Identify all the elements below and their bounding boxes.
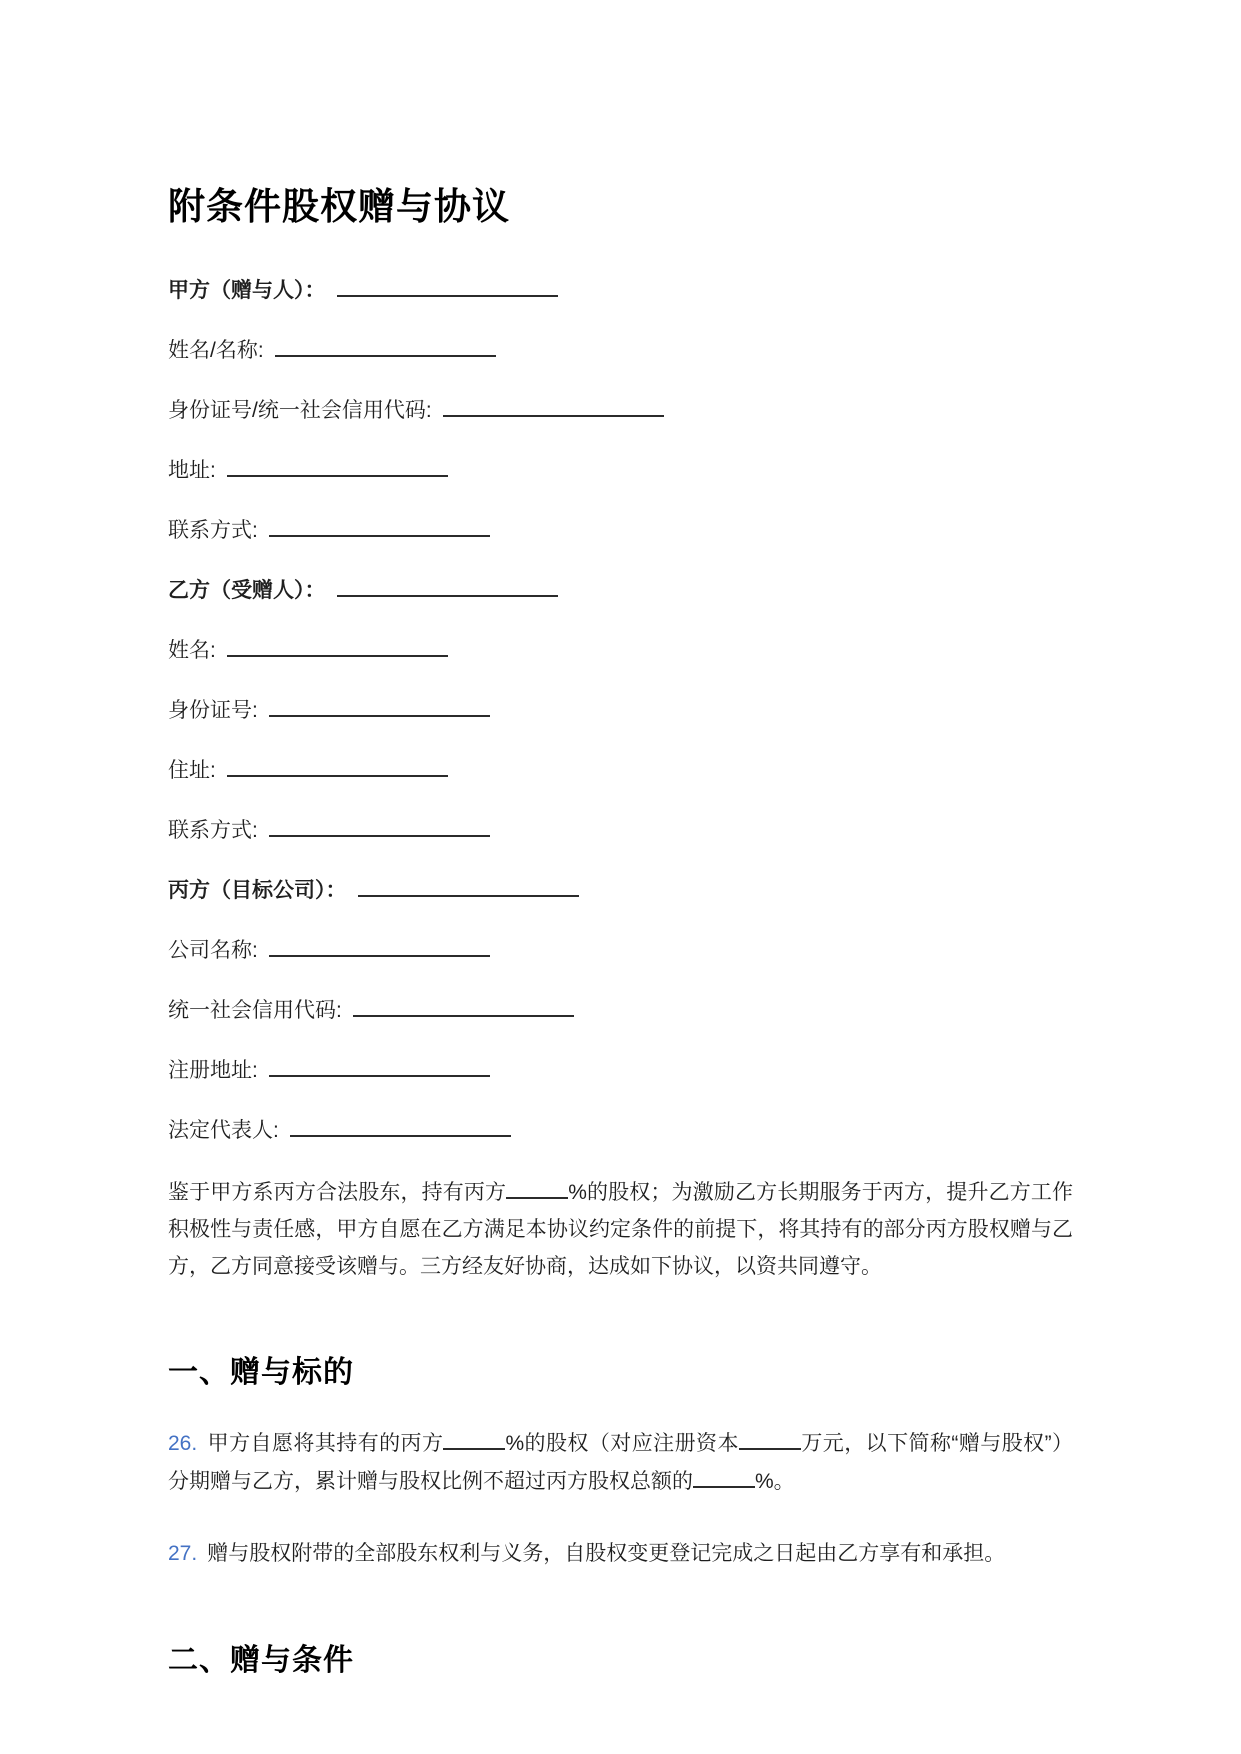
field-label: 法定代表人:	[168, 1119, 279, 1142]
field-label: 地址:	[168, 459, 216, 482]
field-label: 姓名/名称:	[168, 339, 264, 362]
field-row-party-c	[168, 874, 1073, 904]
field-label: 甲方（赠与人）：	[168, 279, 326, 302]
field-label: 住址:	[168, 759, 216, 782]
clause-number: 27.	[168, 1542, 198, 1565]
fill-in-blank	[269, 1056, 490, 1077]
fill-in-blank	[337, 276, 558, 297]
fill-in-blank	[739, 1429, 801, 1450]
recital-text: %的股权；为激励乙方长期服务于丙方，提升乙方工作积极性与责任感，甲方自愿在乙方满足本协议约定条件的前提下，将其持有的部分丙方股权赠与乙方，乙方同意接受该赠与。三方经友好协商，达成如下协议，以资共同遵守。	[168, 1181, 1074, 1278]
recital-paragraph	[168, 1174, 1073, 1285]
field-row-legal-representative	[168, 1114, 1073, 1144]
section-heading-2: 二、赠与条件	[168, 1644, 354, 1677]
field-row-party-b	[168, 574, 1073, 604]
field-label: 公司名称:	[168, 939, 258, 962]
clause-text: %。	[755, 1470, 795, 1493]
fill-in-blank	[269, 696, 490, 717]
field-row-name-or-title	[168, 334, 1073, 364]
field-row-address	[168, 454, 1073, 484]
field-label: 联系方式:	[168, 819, 258, 842]
fill-in-blank	[443, 396, 664, 417]
field-row-contact	[168, 514, 1073, 544]
fill-in-blank	[275, 336, 496, 357]
section-heading-1: 一、赠与标的	[168, 1356, 354, 1389]
field-row-name	[168, 634, 1073, 664]
field-label: 身份证号:	[168, 699, 258, 722]
field-row-residence	[168, 754, 1073, 784]
fill-in-blank	[353, 996, 574, 1017]
fill-in-blank	[337, 576, 558, 597]
field-label: 乙方（受赠人）：	[168, 579, 326, 602]
fill-in-blank	[227, 756, 448, 777]
clause-text: 甲方自愿将其持有的丙方	[207, 1432, 444, 1455]
clause-26	[168, 1425, 1073, 1501]
field-row-company-name	[168, 934, 1073, 964]
field-row-party-a	[168, 274, 1073, 304]
clause-27	[168, 1535, 1073, 1573]
field-label: 身份证号/统一社会信用代码:	[168, 399, 432, 422]
fill-in-blank	[227, 456, 448, 477]
field-label: 统一社会信用代码:	[168, 999, 342, 1022]
recital-text: 鉴于甲方系丙方合法股东，持有丙方	[168, 1181, 507, 1204]
field-row-contact	[168, 814, 1073, 844]
fill-in-blank	[227, 636, 448, 657]
clause-text: %的股权（对应注册资本	[505, 1432, 739, 1455]
fill-in-blank	[269, 936, 490, 957]
fill-in-blank	[269, 816, 490, 837]
fill-in-blank	[290, 1116, 511, 1137]
field-row-id-number	[168, 694, 1073, 724]
field-label: 联系方式:	[168, 519, 258, 542]
field-row-registered-address	[168, 1054, 1073, 1084]
fill-in-blank	[693, 1467, 755, 1488]
fill-in-blank	[358, 876, 579, 897]
clause-number: 26.	[168, 1432, 198, 1455]
clause-text: 赠与股权附带的全部股东权利与义务，自股权变更登记完成之日起由乙方享有和承担。	[207, 1542, 1006, 1565]
document-title: 附条件股权赠与协议	[168, 186, 510, 227]
field-row-uscc	[168, 994, 1073, 1024]
field-label: 姓名:	[168, 639, 216, 662]
fill-in-blank	[443, 1429, 505, 1450]
field-row-id-or-uscc	[168, 394, 1073, 424]
field-label: 丙方（目标公司）：	[168, 879, 347, 902]
clause-text: 万元，以下简称“赠与股权”）分期赠与乙方，累计赠与股权比例不超过丙方股权总额的	[168, 1432, 1073, 1493]
field-label: 注册地址:	[168, 1059, 258, 1082]
fill-in-blank	[506, 1178, 568, 1199]
fill-in-blank	[269, 516, 490, 537]
